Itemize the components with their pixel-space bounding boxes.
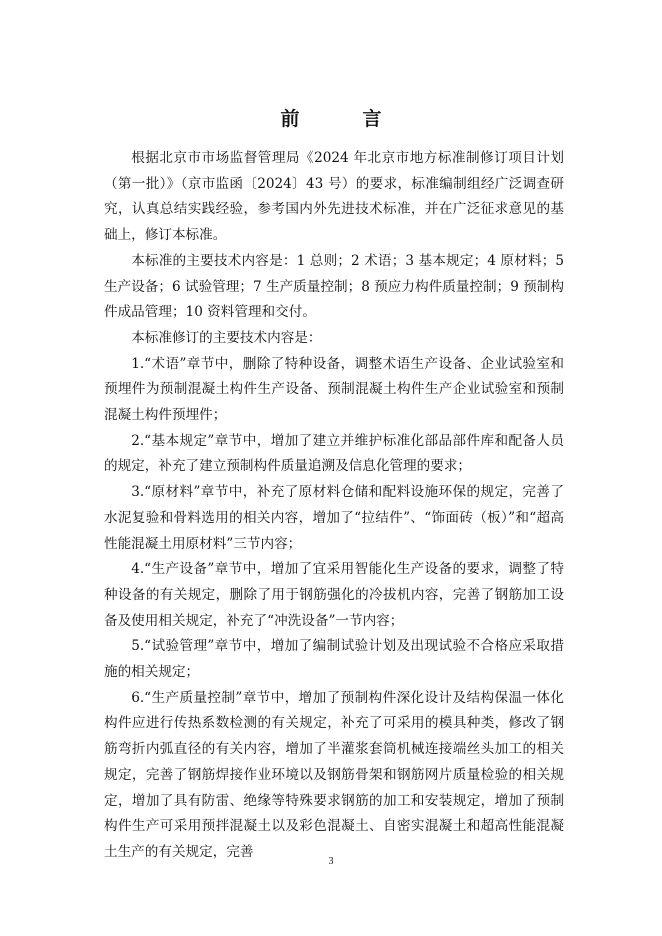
paragraph-revision-intro: 本标准修订的主要技术内容是： [131,329,322,346]
page-number: 3 [328,856,334,867]
paragraph-revision-1: 1.“术语”章节中，删除了特种设备，调整术语生产设备、企业试验室和预埋件为预制混凝土构件生产设备、预制混凝土构件生产企业试验室和预制混凝土构件预埋件； [104,355,564,424]
paragraph-revision-2: 2.“基本规定”章节中，增加了建立并维护标准化部品部件库和配备人员的规定，补充了建立预制构件质量追溯及信息化管理的要求； [104,432,564,475]
paragraph-main-content: 本标准的主要技术内容是：1 总则；2 术语；3 基本规定；4 原材料；5 生产设备；6 试验管理；7 生产质量控制；8 预应力构件质量控制；9 预制构件成品管理；10 资料管理和交付。 [104,252,564,321]
paragraph-revision-6: 6.“生产质量控制”章节中，增加了预制构件深化设计及结构保温一体化构件应进行传热系数检测的有关规定，补充了可采用的模具种类，修改了钢筋弯折内弧直径的有关内容，增加了半灌浆套筒机械连接端丝头加工的相关规定，完善了钢筋焊接作业环境以及钢筋骨架和钢筋网片质量检验的相关规定，增加了具有防雷、绝缘等特殊要求钢筋的加工和安装规定，增加了预制构件生产可采用预拌混凝土以及彩色混凝土、自密实混凝土和超高性能混凝土生产的有关规定，完善 [104,689,564,860]
page-title: 前 言 [280,108,404,130]
paragraph-basis: 根据北京市市场监督管理局《2024 年北京市地方标准制修订项目计划（第一批）》（京市监函〔2024〕43 号）的要求，标准编制组经广泛调查研究，认真总结实践经验，参考国内外先进技术标准，并在广泛征求意见的基础上，修订本标准。 [104,150,564,244]
body-text [104,146,564,866]
paragraph-revision-5: 5.“试验管理”章节中，增加了编制试验计划及出现试验不合格应采取措施的相关规定； [104,638,564,681]
paragraph-revision-4: 4.“生产设备”章节中，增加了宜采用智能化生产设备的要求，调整了特种设备的有关规定，删除了用于钢筋强化的冷拔机内容，完善了钢筋加工设备及使用相关规定，补充了“冲洗设备”一节内容； [104,561,564,629]
paragraph-revision-3: 3.“原材料”章节中，补充了原材料仓储和配料设施环保的规定，完善了水泥复验和骨料选用的相关内容，增加了“拉结件”、“饰面砖（板）”和“超高性能混凝土用原材料”三节内容； [104,484,564,552]
